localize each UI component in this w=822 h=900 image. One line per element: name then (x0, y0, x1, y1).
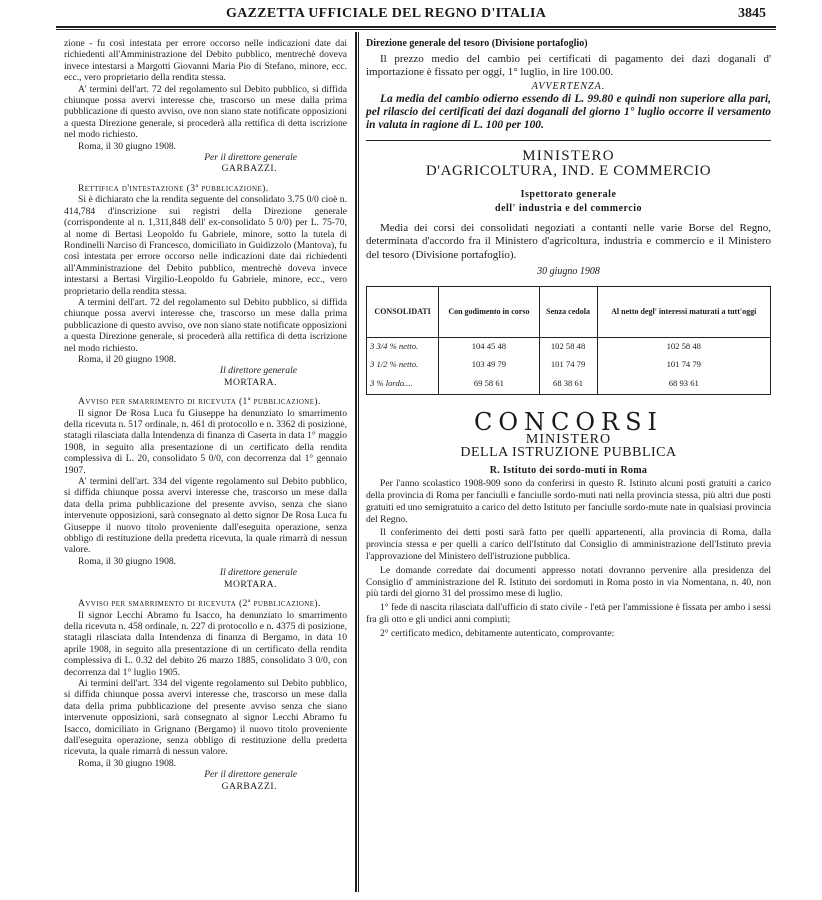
avvertenza-text: La media del cambio odierno essendo di L. 99.80 e quindi non superiore alla pari, pel rilascio dei certificati dei dazi doganali del giorno 1° luglio occorre il versamento in valuta in ragione di L. 100 per 100. (366, 92, 771, 132)
table-cell: 68 38 61 (539, 374, 597, 395)
media-corsi-text: Media dei corsi dei consolidati negoziati a contanti nelle varie Borse del Regno, determinata d'accordo fra il Ministero d'agricoltura, industria e commercio e il Ministero del tesoro (Divisione portafoglio). (366, 222, 771, 261)
place-date: Roma, il 20 giugno 1908. (78, 353, 177, 365)
notice-text: Il signor De Rosa Luca fu Giuseppe ha denunziato lo smarrimento della ricevuta n. 517 ordinale, n. 461 di protocollo e n. 3362 di posizione, statagli rilasciata dalla Intendenza di finanza di Caserta in data 1° maggio 1908, in seguito alla presentazione di un certificato della rendita complessiva di L. 20, consolidato 5 0/0, con decorrenza dal 1° gennaio 1907. (64, 407, 347, 476)
table-row (367, 356, 771, 374)
notice-heading: Avviso per smarrimento di ricevuta (1ª pubblicazione). (78, 396, 321, 408)
notice-heading: Rettifica d'intestazione (3ª pubblicazione). (78, 182, 269, 194)
tesoro-text: Il prezzo medio del cambio pei certificati di pagamento dei dazi doganali d' importazione è fissato per oggi, 1° luglio, in lire 100.00. (366, 53, 771, 79)
column-divider-thin (358, 32, 359, 892)
notice-lecchi (64, 598, 347, 792)
consolidati-table (366, 286, 771, 395)
concorsi-ministero: MINISTERO (525, 432, 612, 448)
notice-bertasi (64, 183, 347, 388)
table-date: 30 giugno 1908 (537, 266, 600, 278)
signature-title: Il direttore generale (219, 567, 297, 579)
table-row (367, 337, 771, 356)
signature-name: MORTARA. (223, 376, 277, 388)
notice-text: Il signor Lecchi Abramo fu Isacco, ha denunziato lo smarrimento della ricevuta n. 458 ordinale, n. 227 di protocollo e n. 4375 di posizione, statagli rilasciata dalla Intendenza di finanza di Bergamo, in data 10 aprile 1908, in seguito alla presentazione di un certificato della rendita complessiva di L. 0.32 del debito 26 marzo 1885, consolidato 3 0/0, con decorrenza dal 1° luglio 1905. (64, 609, 347, 678)
concorsi-paragraph: Per l'anno scolastico 1908-909 sono da conferirsi in questo R. Istituto alcuni posti gratuiti a carico della provincia di Roma per fanciulli e fanciulle sordo-muti nati nella provincia stessa, più altri due posti gratuiti ed uno semigratuito a carico del detto Istituto per fanciulle sordo-mute nate in qualsiasi provincia del Regno. (366, 478, 771, 525)
signature-name: GARBAZZI. (221, 163, 277, 175)
section-rule (366, 140, 771, 141)
table-cell: 3 1/2 % netto. (367, 356, 439, 374)
concorsi-title: CONCORSI (473, 407, 664, 436)
notice-terms: Ai termini dell'art. 334 del vigente regolamento sul Debito pubblico, si diffida chiunque possa avervi interesse che, trascorso un mese dalla data della prima pubblicazione del presente avviso senza che siano intervenute opposizioni, sarà consegnato al signor Lecchi Abramo fu Isacco, domiciliato in Grignano (Bergamo) il nuovo titolo proveniente dall'eseguita operazione, senza obbligo di restituzione della predetta ricevuta, la quale rimarrà di nessun valore. (64, 677, 347, 758)
place-date: Roma, il 30 giugno 1908. (78, 757, 177, 769)
notice-de-rosa (64, 396, 347, 590)
concorsi-paragraph: Il conferimento dei detti posti sarà fatto per quelli appartenenti, alla provincia di Roma, dalla provincia stessa e per quelli a carico dell'Istituto dal Consiglio di amministrazione dell'Istituto previa l'approvazione del Ministero dell'istruzione pubblica. (366, 527, 771, 563)
header-rule-thin (56, 29, 776, 30)
signature-title: Il direttore generale (219, 365, 297, 377)
column-divider (355, 32, 357, 892)
tesoro-heading: Direzione generale del tesoro (Divisione portafoglio) (366, 38, 588, 49)
page-number: 3845 (738, 6, 766, 21)
place-date: Roma, il 30 giugno 1908. (78, 555, 177, 567)
notice-text: zione - fu così intestata per errore occorso nelle indicazioni date dai richiedenti all'Amministrazione del Debito pubblico, mentrechè doveva invece intestarsi a Margotti Giovanni Maria Pio di Stefano, minore, ecc. ecc., vero proprietario della rendita stessa. (64, 38, 347, 84)
concorsi-ministero-subtitle: DELLA ISTRUZIONE PUBBLICA (460, 445, 677, 461)
ministero-subtitle: D'AGRICOLTURA, IND. E COMMERCIO (425, 162, 712, 179)
notice-terms: A termini dell'art. 72 del regolamento sul Debito pubblico, si diffida chiunque possa avervi interesse che, trascorso un mese dalla prima pubblicazione di questo avviso, ove non siano state notificate opposizioni a questa Direzione generale, si procederà alla rettifica di detta iscrizione nel modo richiesto. (64, 296, 347, 354)
signature-name: GARBAZZI. (221, 780, 277, 792)
concorsi-paragraph: 1° fede di nascita rilasciata dall'ufficio di stato civile - l'età per l'ammissione è fissata per ambo i sessi fra gli otto e gli undici anni compiuti; (366, 602, 771, 626)
notice-terms: A' termini dell'art. 72 del regolamento sul Debito pubblico, si diffida chiunque possa avervi interesse che, trascorso un mese dalla prima pubblicazione di questo avviso, ove non siano state notificate opposizioni a questa Direzione generale, si procederà alla rettifica di detta iscrizione nel modo richiesto. (64, 83, 347, 141)
table-header: CONSOLIDATI (367, 286, 439, 337)
right-column (366, 38, 771, 640)
table-cell: 101 74 79 (597, 356, 771, 374)
gazette-title: GAZZETTA UFFICIALE DEL REGNO D'ITALIA (226, 6, 547, 21)
left-column (64, 38, 347, 792)
signature-title: Per il direttore generale (204, 152, 297, 164)
page-header (56, 4, 766, 26)
istituto-title: R. Istituto dei sordo-muti in Roma (489, 464, 648, 476)
header-rule (56, 26, 776, 28)
table-cell: 103 49 79 (439, 356, 539, 374)
signature-title: Per il direttore generale (204, 769, 297, 781)
ispettorato-title: Ispettorato generale (520, 189, 617, 201)
concorsi-paragraph: 2° certificato medico, debitamente autenticato, comprovante: (380, 627, 615, 639)
signature-name: MORTARA. (223, 578, 277, 590)
notice-terms: A' termini dell'art. 334 del vigente regolamento sul Debito pubblico, si diffida chiunque possa avervi interesse che, trascorso un mese dalla data della prima pubblicazione del presente avviso, senza che siano intervenute opposizioni, sarà consegnato al detto signor De Rosa Luca fu Giuseppe il nuovo titolo proveniente dall'eseguita operazione, senza obbligo di restituzione della predetta ricevuta, la quale rimarrà di nessun valore. (64, 476, 347, 556)
place-date: Roma, il 30 giugno 1908. (78, 140, 177, 152)
table-cell: 104 45 48 (439, 337, 539, 356)
table-cell: 68 93 61 (597, 374, 771, 395)
table-header: Al netto degl' interessi maturati a tutt'oggi (597, 286, 771, 337)
table-cell: 3 % lordo.... (367, 374, 439, 395)
concorsi-paragraph: Le domande corredate dai documenti appresso notati dovranno pervenire alla presidenza del Consiglio d' amministrazione del R. Istituto dei sordomuti in Roma posto in via Nomentana, n. 40, non più tardi del giorno 31 del prossimo mese di luglio. (366, 564, 771, 600)
notice-heading: Avviso per smarrimento di ricevuta (2ª pubblicazione). (78, 598, 321, 610)
ministero-title: MINISTERO (522, 148, 615, 165)
notice-margotti (64, 38, 347, 175)
table-row (367, 374, 771, 395)
avvertenza-title: AVVERTENZA. (531, 81, 606, 93)
table-cell: 102 58 48 (539, 337, 597, 356)
table-header: Con godimento in corso (439, 286, 539, 337)
table-cell: 102 58 48 (597, 337, 771, 356)
table-cell: 101 74 79 (539, 356, 597, 374)
ispettorato-subtitle: dell' industria e del commercio (495, 202, 642, 214)
table-header-row (367, 286, 771, 337)
table-cell: 3 3/4 % netto. (367, 337, 439, 356)
table-cell: 69 58 61 (439, 374, 539, 395)
notice-text: Si è dichiarato che la rendita seguente del consolidato 3.75 0/0 cioè n. 414,784 d'inscrizione sui registri della Direzione generale (corrispondente al n. 1,311,848 dell' ex-consolidato 5 0/0) per L. 75-70, al nome di Bertasi Leopoldo fu Gabriele, minore, sotto la tutela di Rondinelli Narciso di Francesco, domiciliato in Guidizzolo (Mantova), fu così intestata per errore occorso nelle indicazioni date dai richiedenti all'Amministrazione del Debito pubblico, mentrechè doveva invece intestarsi a Bertasi Virgilio-Leopoldo fu Gabriele, minore, ecc., vero proprietario della rendita stessa. (64, 194, 347, 297)
table-header: Senza cedola (539, 286, 597, 337)
